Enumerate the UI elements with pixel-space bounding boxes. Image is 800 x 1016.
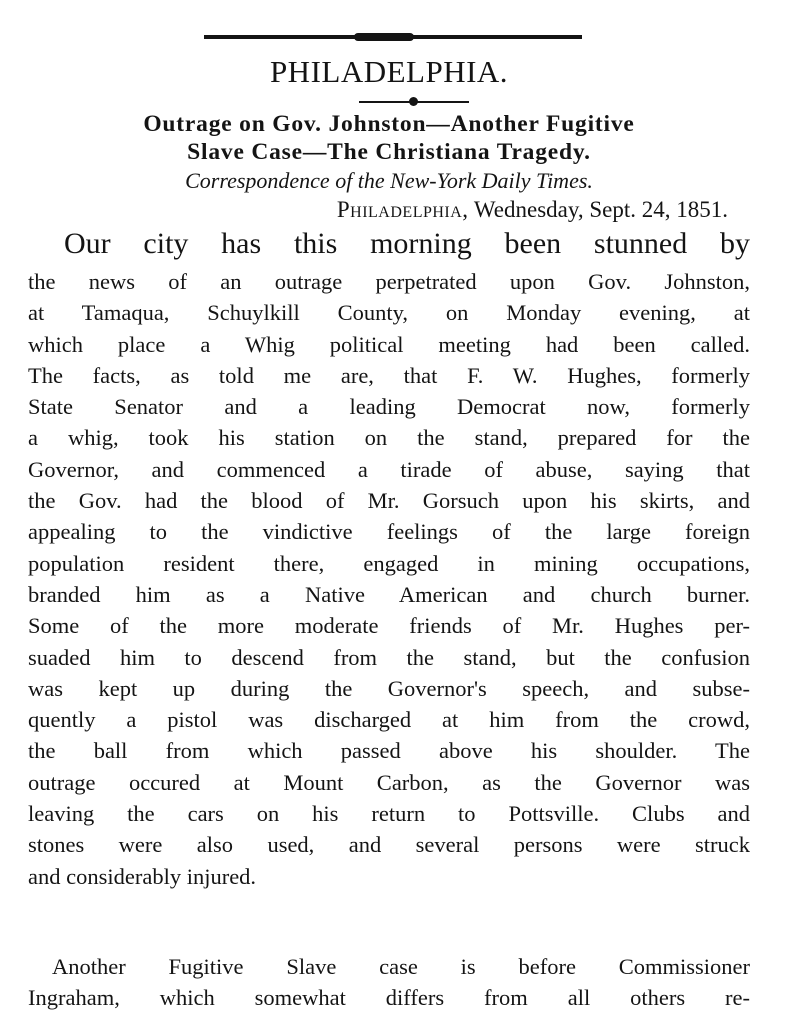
- correspondence-credit: Correspondence of the New-York Daily Times.: [185, 168, 593, 193]
- text-line: leaving the cars on his return to Pottsville. Clubs and: [28, 801, 750, 827]
- heading-divider-rule: [359, 101, 469, 103]
- text-line: the ball from which passed above his shoulder. The: [28, 738, 750, 764]
- text-line: population resident there, engaged in mining occupations,: [28, 550, 750, 576]
- article-headline: [28, 110, 750, 166]
- text-line: and considerably injured.: [28, 863, 257, 889]
- headline-line-1: Outrage on Gov. Johnston—Another Fugitive: [143, 111, 635, 137]
- top-ornamental-rule: [204, 35, 582, 39]
- text-line: Ingraham, which somewhat differs from all others re-: [28, 985, 750, 1011]
- dateline-city: Philadelphia,: [336, 197, 469, 222]
- text-line: outrage occured at Mount Carbon, as the Governor was: [28, 769, 750, 795]
- text-line: The facts, as told me are, that F. W. Hughes, formerly: [28, 362, 750, 388]
- dateline: [28, 195, 728, 225]
- text-line: Governor, and commenced a tirade of abuse, saying that: [28, 456, 750, 482]
- paragraph-2: [28, 951, 750, 1014]
- text-line: the Gov. had the blood of Mr. Gorsuch upon his skirts, and: [28, 488, 750, 514]
- text-line: Some of the more moderate friends of Mr. Hughes per-: [28, 613, 750, 639]
- text-line: which place a Whig political meeting had been called.: [28, 331, 750, 357]
- text-line: at Tamaqua, Schuylkill County, on Monday evening, at: [28, 300, 750, 326]
- text-line: was kept up during the Governor's speech, and subse-: [28, 675, 750, 701]
- text-line: quently a pistol was discharged at him from the crowd,: [28, 707, 750, 733]
- text-line: branded him as a Native American and church burner.: [28, 581, 750, 607]
- text-line: Another Fugitive Slave case is before Commissioner: [52, 954, 750, 979]
- place-heading: PHILADELPHIA.: [269, 54, 509, 89]
- text-line: suaded him to descend from the stand, but the confusion: [28, 644, 750, 670]
- text-line: the news of an outrage perpetrated upon Gov. Johnston,: [28, 269, 750, 294]
- dateline-date: Wednesday, Sept. 24, 1851.: [473, 197, 728, 222]
- text-line: stones were also used, and several persons were struck: [28, 832, 750, 858]
- paragraph-1: [28, 266, 750, 892]
- lead-first-line: Our city has this morning been stunned by: [64, 227, 750, 260]
- newspaper-column: [28, 0, 750, 1016]
- text-line: appealing to the vindictive feelings of the large foreign: [28, 519, 750, 545]
- text-line: a whig, took his station on the stand, prepared for the: [28, 425, 750, 451]
- text-line: State Senator and a leading Democrat now, formerly: [28, 394, 750, 420]
- headline-line-2: Slave Case—The Christiana Tragedy.: [187, 139, 591, 165]
